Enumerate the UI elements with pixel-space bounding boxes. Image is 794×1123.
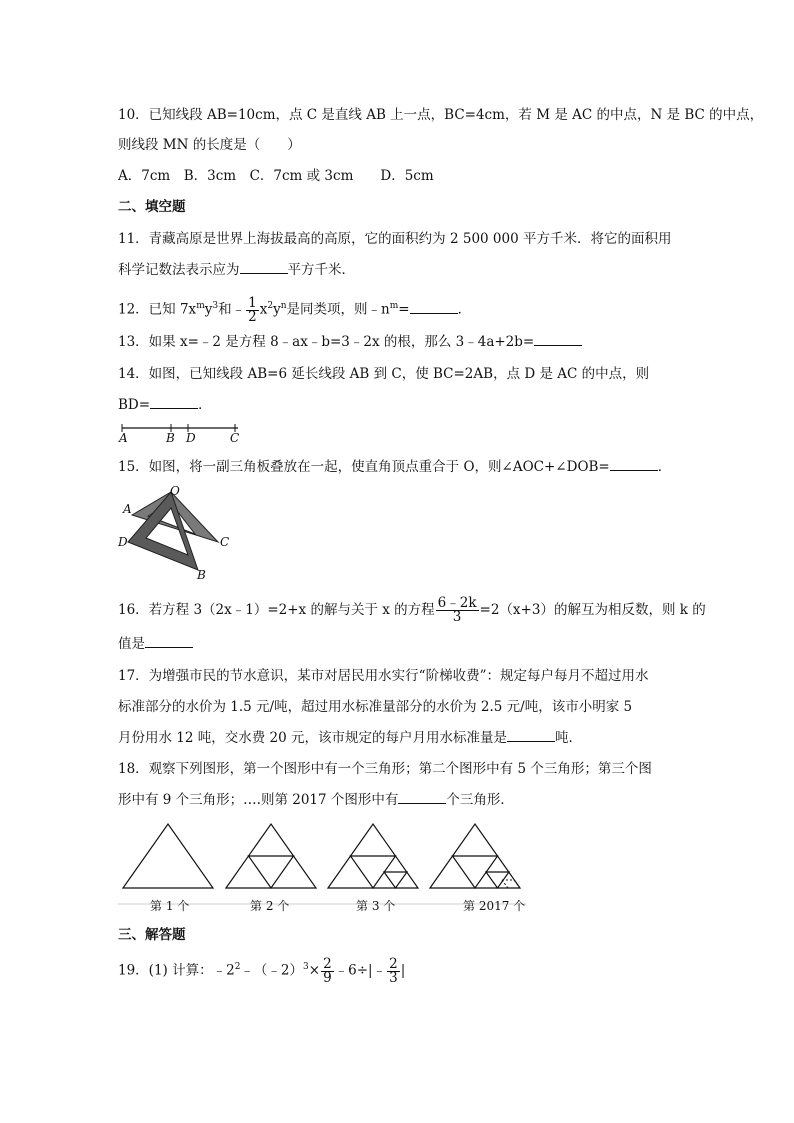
q14-label-c: C	[230, 431, 240, 445]
q15-label-o: O	[170, 484, 180, 498]
q17-unit: 吨．	[555, 730, 583, 746]
q15-label-d: D	[118, 535, 128, 549]
q19-fraction2	[387, 955, 400, 986]
q16-suffix: =2（x+3）的解互为相反数，则 k 的	[479, 602, 706, 618]
section-solutions-heading: 三、解答题	[118, 927, 186, 943]
q18-line2	[118, 791, 514, 809]
q15-label-b: B	[197, 568, 206, 582]
q11-line2-end: 平方千米．	[287, 262, 355, 278]
q12-exp-m: m	[196, 301, 205, 311]
q19-frac2-num: 2	[389, 955, 398, 972]
q11-line2	[118, 261, 355, 279]
q18-caption-1: 第 1 个	[150, 899, 190, 913]
q14-label-b: B	[166, 431, 175, 445]
q14-bd: BD=	[118, 397, 151, 413]
q10-options: A．7cm B．3cm C．7cm 或 3cm D．5cm	[118, 168, 434, 184]
q18-caption-2017: 第 2017 个	[463, 899, 526, 913]
q17-line3	[118, 729, 582, 747]
q18-caption-3: 第 3 个	[356, 899, 396, 913]
q16-value-is: 值是	[118, 636, 145, 652]
q16-fraction	[436, 597, 479, 624]
q17-line3-text: 月份用水 12 吨，交水费 20 元，该市规定的每户月用水标准量是	[118, 730, 508, 746]
q12-frac-num: 1	[248, 294, 257, 311]
q14-answer-blank	[150, 396, 198, 409]
q14-period: ．	[198, 397, 212, 413]
q19-frac1-num: 2	[323, 955, 332, 972]
q19-exp2: 3	[303, 962, 309, 972]
q16-prefix: 16．若方程 3（2x﹣1）=2+x 的解与关于 x 的方程	[118, 602, 435, 618]
q14-segment-figure	[118, 420, 248, 446]
q10-line1: 10．已知线段 AB=10cm，点 C 是直线 AB 上一点，BC=4cm，若 M 是 AC 的中点，N 是 BC 的中点，	[118, 107, 764, 123]
q17-line1: 17．为增强市民的节水意识，某市对居民用水实行“阶梯收费”：规定每户每月不超过用水	[118, 668, 649, 684]
q12-prefix: 12．已知 7x	[118, 301, 197, 318]
q19-mid3: ﹣6÷|﹣	[334, 962, 387, 979]
q14-line2	[118, 396, 212, 414]
q18-line2-text: 形中有 9 个三角形；….则第 2017 个图形中有	[118, 792, 399, 808]
q12-y: y	[204, 301, 213, 318]
q19-times: ×	[308, 962, 321, 979]
q19-fraction1	[321, 955, 334, 986]
q18-answer-blank	[398, 791, 446, 804]
q13-line	[118, 333, 582, 351]
q12-line	[118, 292, 471, 324]
q12-fraction	[246, 294, 259, 325]
q12-and: 和﹣	[218, 301, 246, 318]
q16-frac-num: 6﹣2k	[437, 595, 477, 611]
q15-text: 15．如图，将一副三角板叠放在一起，使直角顶点重合于 O，则∠AOC+∠DOB=	[118, 459, 610, 475]
q12-x: x	[259, 301, 268, 318]
q12-answer-blank	[410, 301, 458, 314]
q12-frac-den: 2	[248, 308, 257, 325]
q10-line2: 则线段 MN 的长度是（ ）	[118, 137, 301, 153]
q19-frac2-den: 3	[389, 969, 398, 986]
q12-period: ．	[457, 301, 472, 318]
q17-line2: 标准部分的水价为 1.5 元/吨，超过用水标准量部分的水价为 2.5 元/吨，该市小明家 5	[118, 699, 633, 715]
q19-mid1: ﹣（﹣2）	[240, 962, 304, 979]
q15-label-a: A	[123, 502, 132, 516]
q18-line2-end: 个三角形．	[446, 792, 514, 808]
q15-answer-blank	[610, 458, 658, 471]
q19-frac1-den: 9	[323, 969, 332, 986]
q12-equals: =	[398, 301, 410, 318]
q15-label-c: C	[220, 535, 230, 549]
q12-exp-m2: m	[389, 301, 399, 311]
q19-line	[118, 952, 405, 986]
q19-prefix: 19．(1) 计算：﹣2	[118, 962, 235, 979]
q14-label-a: A	[119, 431, 128, 445]
q12-exp-n: n	[280, 301, 287, 311]
q16-line1	[118, 596, 706, 624]
q12-exp-3: 3	[212, 301, 219, 311]
q19-abs-close: |	[400, 962, 406, 979]
q16-frac-den: 3	[452, 609, 462, 625]
q18-caption-2: 第 2 个	[250, 899, 290, 913]
q12-suffix: 是同类项，则﹣n	[286, 301, 390, 318]
q15-period: ．	[657, 459, 672, 475]
section-fill-in-heading: 二、填空题	[118, 199, 186, 215]
q16-answer-blank	[145, 635, 193, 648]
q11-line1: 11．青藏高原是世界上海拔最高的高原，它的面积约为 2 500 000 平方千米．将它的面积用	[118, 231, 672, 247]
q16-line2	[118, 635, 193, 653]
q14-line1: 14．如图，已知线段 AB=6 延长线段 AB 到 C，使 BC=2AB，点 D 是 AC 的中点，则	[118, 366, 650, 382]
q13-answer-blank	[534, 333, 582, 346]
q17-answer-blank	[507, 729, 555, 742]
q18-line1: 18．观察下列图形，第一个图形中有一个三角形；第二个图形中有 5 个三角形；第三个图	[118, 761, 652, 777]
q19-exp1: 2	[234, 962, 241, 972]
q13-text: 13．如果 x=﹣2 是方程 8﹣ax﹣b=3﹣2x 的根，那么 3﹣4a+2b=	[118, 334, 535, 350]
q12-exp-2: 2	[267, 301, 274, 311]
q11-answer-blank	[240, 261, 288, 274]
q15-line	[118, 458, 671, 476]
q12-y2: y	[273, 301, 281, 318]
q14-label-d: D	[186, 431, 196, 445]
q11-line2-text: 科学记数法表示应为	[118, 262, 240, 278]
